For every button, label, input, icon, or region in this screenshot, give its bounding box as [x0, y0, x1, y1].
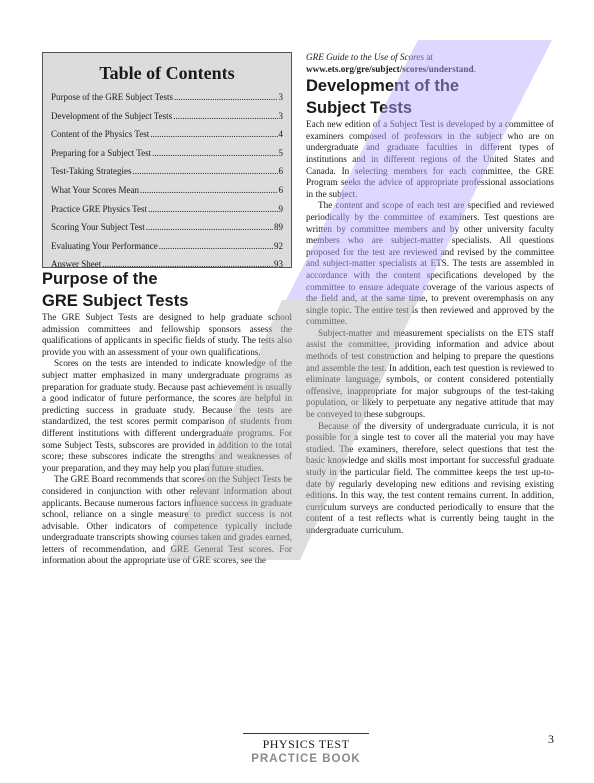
toc-list [51, 92, 283, 278]
development-heading-line1: Development of the [306, 77, 460, 96]
toc-entry-page: 3 [278, 110, 283, 121]
toc-title: Table of Contents [99, 63, 235, 83]
purpose-paragraph-1: The GRE Subject Tests are designed to help graduate school admission committees and fellowship sponsors assess the qualifications of applicants in specific fields of study. The tests also provide you with an assessment of your own qualifications. [42, 312, 292, 357]
left-column [42, 52, 292, 567]
toc-entry-page: 9 [278, 203, 283, 214]
page-number: 3 [548, 732, 554, 746]
toc-entry-page: 6 [278, 184, 283, 195]
gre-guide-title: GRE Guide to the Use of Scores [306, 52, 425, 62]
toc-entry-page: 6 [278, 166, 283, 177]
footer-brand [243, 733, 369, 765]
development-paragraph-1: Each new edition of a Subject Test is developed by a committee of examiners composed of professors in the subject who are on undergraduate and graduate faculties in different types of institutions and in different regions of the United States and Canada. In selecting members for each committee, the GRE Program seeks the advice of appropriate professional associations in the subject. [306, 119, 554, 199]
toc-entry[interactable] [51, 92, 283, 111]
development-paragraph-4: Because of the diversity of undergraduate curricula, it is not possible for a single test to cover all the material you may have studied. The examiners, therefore, select questions that test the basic knowledge and skills most important for successful graduate study in the particular field. The committee keeps the test up-to-date by regularly developing new editions and revising existing editions. In this way, the test content remains current. In addition, curriculum surveys are conducted periodically to ensure that the content of a test reflects what is currently being taught in the undergraduate curriculum. [306, 420, 554, 535]
gre-guide-end: . [473, 63, 476, 74]
footer-rule [243, 733, 369, 734]
toc-entry-page: 3 [278, 92, 283, 102]
development-heading-line2: Subject Tests [306, 99, 413, 118]
development-paragraph-3: Subject-matter and measurement specialists on the ETS staff assist the committee, providing information and advice about methods of test construction and helping to prepare the questions and assemble the test. In addition, each test question is reviewed to eliminate language, symbols, or content considered potentially offensive, inappropriate for major subgroups of the test-taking population, or likely to perpetuate any negative attitude that may be conveyed to these subgroups. [306, 327, 554, 420]
toc-entry[interactable] [51, 241, 283, 260]
toc-entry[interactable] [51, 204, 283, 223]
toc-leader-dots [132, 166, 277, 176]
toc-leader-dots [152, 148, 277, 158]
toc-leader-dots [148, 204, 278, 214]
toc-entry-page: 5 [278, 147, 283, 158]
toc-entry-label: Purpose of the GRE Subject Tests [51, 92, 173, 102]
toc-entry[interactable] [51, 129, 283, 148]
toc-entry-label: Preparing for a Subject Test [51, 147, 152, 158]
purpose-paragraph-2: Scores on the tests are intended to indicate knowledge of the subject matter emphasized in many undergraduate programs as preparation for graduate study. Because past achievement is usually a good indicator of future performance, the scores are helpful in predicting success in graduate study. Because the tests are standardized, the test scores permit comparison of students from different institutions with different undergraduate programs. For some Subject Tests, subscores are provided in addition to the total score; these subscores indicate the strengths and weaknesses of your preparation, and they may help you plan future studies. [42, 358, 292, 473]
toc-entry-label: Scoring Your Subject Test [51, 222, 145, 233]
development-heading [306, 75, 554, 119]
toc-entry-label: Practice GRE Physics Test [51, 203, 147, 214]
toc-entry-page: 93 [274, 259, 283, 270]
footer-title: PHYSICS TEST [262, 737, 350, 751]
toc-entry[interactable] [51, 166, 283, 185]
toc-entry-label: Answer Sheet [51, 259, 102, 270]
toc-entry[interactable] [51, 185, 283, 204]
development-paragraph-2: The content and scope of each test are specified and reviewed periodically by the committee of examiners. Test questions are written by committee members and by other university faculty members who are subject-matter specialists. All questions proposed for the test are reviewed and revised by the committee and subject-matter specialists at ETS. The tests are assembled in accordance with the content specifications developed by the committee to ensure adequate coverage of the various aspects of the field and, at the same time, to prevent overemphasis on any single topic. The entire test is then reviewed and approved by the committee. [306, 200, 554, 327]
footer-subtitle: PRACTICE BOOK [251, 753, 361, 765]
toc-entry-page: 89 [274, 222, 283, 233]
toc-leader-dots [173, 111, 277, 121]
toc-entry-label: Content of the Physics Test [51, 129, 150, 140]
toc-entry[interactable] [51, 111, 283, 130]
toc-entry-label: What Your Scores Mean [51, 184, 139, 195]
toc-leader-dots [159, 241, 273, 251]
toc-leader-dots [140, 185, 278, 195]
right-column [306, 52, 554, 537]
toc-entry[interactable] [51, 148, 283, 167]
toc-leader-dots [150, 129, 277, 139]
toc-entry-label: Development of the Subject Tests [51, 110, 173, 121]
purpose-heading-line2: GRE Subject Tests [42, 292, 189, 310]
toc-leader-dots [174, 92, 278, 102]
gre-guide-at: at [424, 52, 433, 62]
toc-entry-page: 92 [274, 240, 283, 251]
toc-entry-label: Evaluating Your Performance [51, 240, 158, 251]
purpose-paragraph-3: The GRE Board recommends that scores on the Subject Tests be considered in conjunction with other relevant information about applicants. Because numerous factors influence success in graduate school, reliance on a single measure to predict success is not advisable. Other indicators of competence typically include undergraduate transcripts showing courses taken and grades earned, letters of recommendation, and GRE General Test scores. For information about the appropriate use of GRE scores, see the [42, 474, 292, 566]
purpose-heading [42, 268, 292, 312]
toc-entry-label: Test-Taking Strategies [51, 166, 132, 177]
gre-guide-reference [306, 52, 554, 75]
purpose-heading-line1: Purpose of the [42, 270, 158, 288]
gre-guide-url[interactable]: www.ets.org/gre/subject/scores/understand [306, 63, 474, 74]
toc-leader-dots [146, 222, 273, 232]
toc-entry-page: 4 [278, 129, 283, 140]
table-of-contents [42, 52, 292, 268]
toc-entry[interactable] [51, 222, 283, 241]
